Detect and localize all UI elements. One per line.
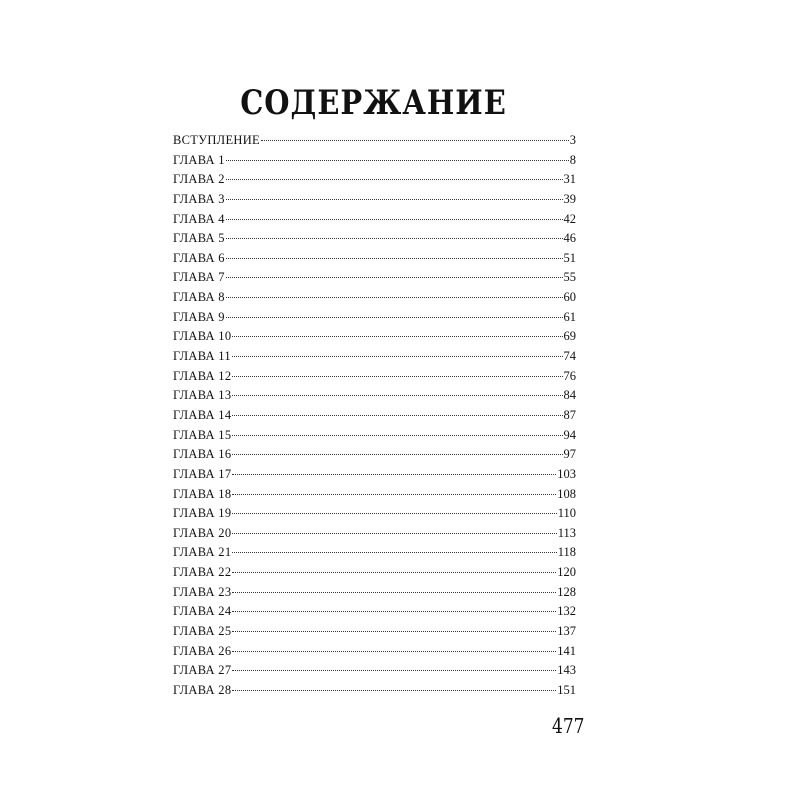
toc-entry-label: ГЛАВА 12	[173, 368, 232, 383]
dot-leader	[261, 140, 569, 141]
toc-entry-label: ГЛАВА 13	[173, 388, 232, 403]
table-of-contents	[173, 131, 576, 701]
toc-entry-label: ГЛАВА 2	[173, 172, 225, 187]
toc-entry[interactable]	[173, 406, 576, 426]
toc-entry[interactable]	[173, 642, 576, 662]
dot-leader	[232, 690, 556, 691]
toc-entry-page: 60	[563, 290, 576, 305]
toc-entry-label: ГЛАВА 16	[173, 447, 232, 462]
toc-entry-label: ГЛАВА 1	[173, 152, 225, 167]
toc-entry[interactable]	[173, 445, 576, 465]
toc-entry-label: ГЛАВА 25	[173, 624, 232, 639]
toc-entry-page: 128	[557, 584, 576, 599]
toc-entry[interactable]	[173, 524, 576, 544]
toc-entry[interactable]	[173, 170, 576, 190]
dot-leader	[226, 179, 563, 180]
toc-entry-label: ГЛАВА 10	[173, 329, 232, 344]
toc-entry-page: 120	[557, 565, 576, 580]
dot-leader	[232, 552, 556, 553]
toc-entry-label: ГЛАВА 14	[173, 407, 232, 422]
toc-entry-page: 94	[563, 427, 576, 442]
toc-entry-page: 8	[569, 152, 576, 167]
toc-entry-label: ГЛАВА 4	[173, 211, 225, 226]
toc-entry[interactable]	[173, 622, 576, 642]
toc-entry[interactable]	[173, 681, 576, 701]
dot-leader	[226, 199, 563, 200]
dot-leader	[226, 238, 563, 239]
dot-leader	[232, 435, 562, 436]
toc-entry[interactable]	[173, 661, 576, 681]
toc-entry-label: ГЛАВА 20	[173, 525, 232, 540]
toc-entry-page: 113	[557, 525, 576, 540]
dot-leader	[226, 297, 563, 298]
toc-entry-label: ГЛАВА 24	[173, 604, 232, 619]
toc-entry[interactable]	[173, 288, 576, 308]
toc-entry[interactable]	[173, 485, 576, 505]
toc-entry[interactable]	[173, 602, 576, 622]
toc-entry-page: 51	[563, 250, 576, 265]
toc-entry[interactable]	[173, 347, 576, 367]
toc-entry-label: ГЛАВА 26	[173, 643, 232, 658]
toc-entry-label: ГЛАВА 7	[173, 270, 225, 285]
toc-entry-label: ГЛАВА 22	[173, 565, 232, 580]
toc-entry[interactable]	[173, 229, 576, 249]
dot-leader	[232, 631, 556, 632]
toc-entry-label: ГЛАВА 17	[173, 466, 232, 481]
toc-entry[interactable]	[173, 583, 576, 603]
toc-entry-page: 76	[563, 368, 576, 383]
toc-entry[interactable]	[173, 249, 576, 269]
toc-entry-label: ГЛАВА 6	[173, 250, 225, 265]
toc-entry-page: 137	[557, 624, 576, 639]
toc-entry-page: 61	[563, 309, 576, 324]
toc-entry[interactable]	[173, 190, 576, 210]
dot-leader	[232, 670, 556, 671]
toc-entry-page: 31	[563, 172, 576, 187]
dot-leader	[232, 592, 556, 593]
dot-leader	[226, 258, 563, 259]
toc-entry-page: 55	[563, 270, 576, 285]
dot-leader	[232, 356, 563, 357]
toc-entry-page: 74	[563, 349, 576, 364]
toc-entry[interactable]	[173, 151, 576, 171]
page-number: 477	[552, 715, 585, 739]
toc-entry[interactable]	[173, 268, 576, 288]
dot-leader	[232, 454, 562, 455]
toc-entry[interactable]	[173, 367, 576, 387]
toc-entry-page: 97	[563, 447, 576, 462]
toc-entry-label: ГЛАВА 5	[173, 231, 225, 246]
toc-entry-page: 84	[563, 388, 576, 403]
toc-entry-page: 87	[563, 407, 576, 422]
toc-entry-page: 143	[557, 663, 576, 678]
toc-entry[interactable]	[173, 308, 576, 328]
toc-entry[interactable]	[173, 563, 576, 583]
toc-entry-page: 110	[557, 506, 576, 521]
dot-leader	[226, 219, 563, 220]
toc-entry-label: ГЛАВА 27	[173, 663, 232, 678]
toc-entry[interactable]	[173, 504, 576, 524]
toc-entry-label: ГЛАВА 19	[173, 506, 232, 521]
toc-entry[interactable]	[173, 327, 576, 347]
dot-leader	[232, 572, 556, 573]
toc-entry-page: 118	[557, 545, 576, 560]
toc-entry-page: 103	[557, 466, 576, 481]
toc-entry-label: ГЛАВА 18	[173, 486, 232, 501]
toc-entry-page: 42	[563, 211, 576, 226]
dot-leader	[232, 336, 562, 337]
dot-leader	[232, 376, 562, 377]
toc-entry[interactable]	[173, 131, 576, 151]
dot-leader	[232, 395, 562, 396]
toc-entry-label: ГЛАВА 3	[173, 191, 225, 206]
toc-entry-label: ГЛАВА 23	[173, 584, 232, 599]
toc-entry-page: 69	[563, 329, 576, 344]
toc-entry-label: ГЛАВА 15	[173, 427, 232, 442]
dot-leader	[232, 611, 556, 612]
toc-entry-page: 151	[557, 682, 576, 697]
dot-leader	[226, 277, 563, 278]
dot-leader	[232, 415, 562, 416]
toc-entry[interactable]	[173, 426, 576, 446]
toc-entry-label: ГЛАВА 9	[173, 309, 225, 324]
toc-entry-page: 141	[557, 643, 576, 658]
toc-entry[interactable]	[173, 386, 576, 406]
toc-entry-page: 132	[557, 604, 576, 619]
toc-entry-label: ГЛАВА 21	[173, 545, 232, 560]
toc-entry-page: 46	[563, 231, 576, 246]
toc-entry[interactable]	[173, 465, 576, 485]
toc-entry-label: ГЛАВА 28	[173, 682, 232, 697]
dot-leader	[232, 651, 556, 652]
dot-leader	[232, 533, 556, 534]
dot-leader	[232, 474, 556, 475]
toc-entry-page: 3	[569, 133, 576, 147]
page-title: СОДЕРЖАНИЕ	[240, 83, 507, 123]
toc-entry-page: 39	[563, 191, 576, 206]
toc-entry[interactable]	[173, 210, 576, 230]
toc-entry-label: ГЛАВА 11	[173, 349, 231, 364]
dot-leader	[226, 317, 563, 318]
toc-entry[interactable]	[173, 543, 576, 563]
dot-leader	[232, 494, 556, 495]
toc-entry-page: 108	[557, 486, 576, 501]
toc-entry-label: ВСТУПЛЕНИЕ	[173, 133, 260, 147]
toc-entry-label: ГЛАВА 8	[173, 290, 225, 305]
dot-leader	[232, 513, 556, 514]
dot-leader	[226, 160, 569, 161]
